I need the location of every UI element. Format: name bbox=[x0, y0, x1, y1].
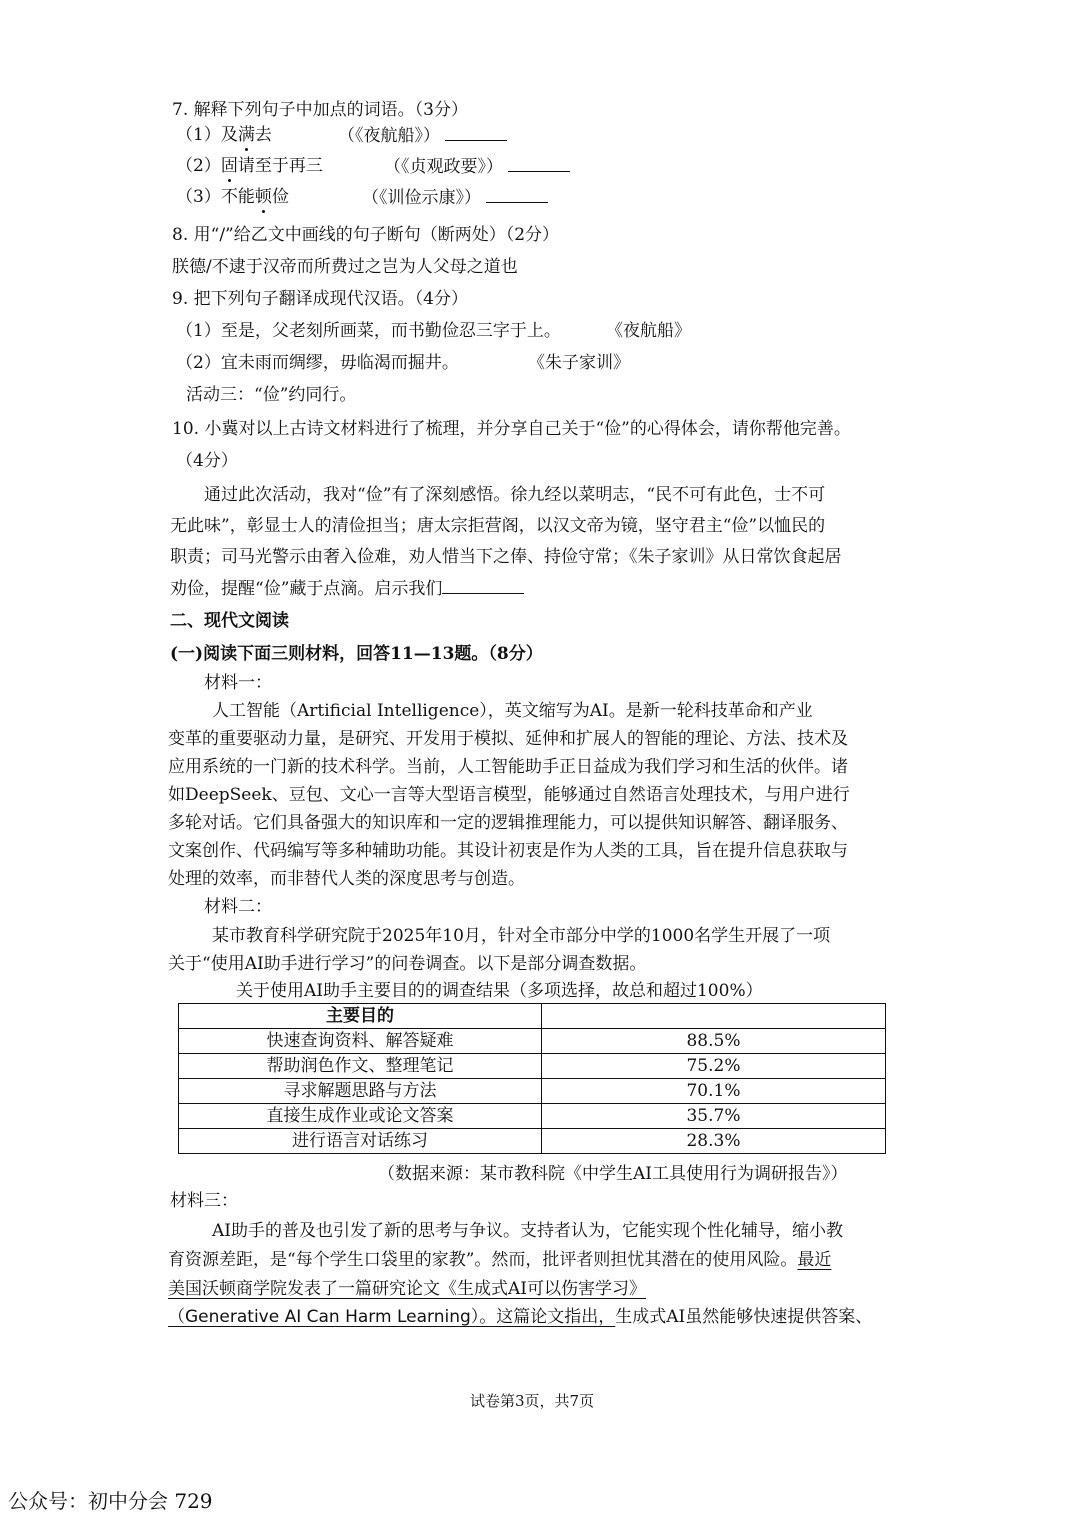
q9-source-2: 《朱子家训》 bbox=[528, 353, 630, 373]
activity-3-title: 活动三：“俭”约同行。 bbox=[186, 385, 357, 405]
watermark-text: 公众号：初中分会 729 bbox=[8, 1489, 213, 1513]
q9-source-1: 《夜航船》 bbox=[606, 321, 691, 341]
table-header-cell: 主要目的 bbox=[179, 1004, 542, 1029]
q8-sentence: 朕德/不逮于汉帝而所费过之岂为人父母之道也 bbox=[172, 257, 518, 277]
answer-blank[interactable] bbox=[442, 577, 524, 594]
table-row bbox=[179, 1079, 886, 1104]
survey-table bbox=[178, 1003, 886, 1154]
table-cell-pct: 75.2% bbox=[542, 1054, 886, 1079]
table-cell-purpose: 帮助润色作文、整理笔记 bbox=[179, 1054, 542, 1079]
table-cell-purpose: 进行语言对话练习 bbox=[179, 1129, 542, 1154]
q7-item-3: （3）不能顿俭 bbox=[176, 187, 289, 207]
material2-line: 某市教育科学研究院于2025年10月，针对全市部分中学的1000名学生开展了一项 bbox=[212, 926, 831, 946]
material2-line: 关于“使用AI助手进行学习”的问卷调查。以下是部分调查数据。 bbox=[168, 954, 647, 974]
table-cell-pct: 70.1% bbox=[542, 1079, 886, 1104]
q7-item-1: （1）及满去 bbox=[176, 125, 272, 145]
table-header-row bbox=[179, 1004, 886, 1029]
table-cell-purpose: 直接生成作业或论文答案 bbox=[179, 1104, 542, 1129]
page-footer: 试卷第3页，共7页 bbox=[470, 1392, 595, 1410]
answer-blank[interactable] bbox=[508, 155, 570, 172]
material1-line: 处理的效率，而非替代人类的深度思考与创造。 bbox=[168, 869, 525, 889]
table-cell-pct: 28.3% bbox=[542, 1129, 886, 1154]
q7-source-3: （《训俭示康》） bbox=[362, 186, 548, 209]
table-cell-pct: 88.5% bbox=[542, 1029, 886, 1054]
q9-item-1: （1）至是，父老刻所画菜，而书勤俭忍三字于上。 bbox=[176, 321, 561, 341]
q10-para-line: 通过此次活动，我对“俭”有了深刻感悟。徐九经以菜明志，“民不可有此色，士不可 bbox=[204, 485, 826, 505]
q10-stem: 10. 小冀对以上古诗文材料进行了梳理，并分享自己关于“俭”的心得体会，请你帮他完善。 bbox=[172, 419, 851, 439]
q9-item-2: （2）宜未雨而绸缪，毋临渴而掘井。 bbox=[176, 353, 459, 373]
dotted-char: 顿 bbox=[254, 187, 272, 207]
q7-item-2: （2）固请至于再三 bbox=[176, 156, 323, 176]
q10-para-line: 职责；司马光警示由奢入俭难，劝人惜当下之俸、持俭守常；《朱子家训》从日常饮食起居 bbox=[170, 547, 842, 567]
q9-stem: 9. 把下列句子翻译成现代汉语。（4分） bbox=[172, 289, 468, 309]
table-title: 关于使用AI助手主要目的的调查结果（多项选择，故总和超过100%） bbox=[236, 981, 763, 1001]
material3-label: 材料三： bbox=[170, 1191, 238, 1211]
q10-para-line: 无此味”，彰显士人的清俭担当；唐太宗拒营阁，以汉文帝为镜，坚守君主“俭”以恤民的 bbox=[170, 516, 826, 536]
table-cell-purpose: 寻求解题思路与方法 bbox=[179, 1079, 542, 1104]
table-row bbox=[179, 1104, 886, 1129]
table-cell-purpose: 快速查询资料、解答疑难 bbox=[179, 1029, 542, 1054]
table-header-cell bbox=[542, 1004, 886, 1029]
material3-underlined-line: 美国沃顿商学院发表了一篇研究论文《生成式AI可以伤害学习》 bbox=[168, 1279, 646, 1299]
material1-line: 文案创作、代码编写等多种辅助功能。其设计初衷是作为人类的工具，旨在提升信息获取与 bbox=[168, 841, 848, 861]
material2-label: 材料二： bbox=[204, 897, 272, 917]
q7-stem: 7. 解释下列句子中加点的词语。（3分） bbox=[172, 100, 468, 120]
material1-line: 应用系统的一门新的技术科学。当前，人工智能助手正日益成为我们学习和生活的伙伴。诸 bbox=[168, 757, 848, 777]
part-title: (一)阅读下面三则材料，回答11—13题。（8分） bbox=[170, 644, 543, 664]
table-row bbox=[179, 1029, 886, 1054]
material1-line: 如DeepSeek、豆包、文心一言等大型语言模型，能够通过自然语言处理技术，与用户进行 bbox=[168, 785, 850, 805]
answer-blank[interactable] bbox=[486, 186, 548, 203]
material3-line: 育资源差距，是“每个学生口袋里的家教”。然而，批评者则担忧其潜在的使用风险。最近 bbox=[168, 1250, 832, 1270]
dotted-char: 固 bbox=[220, 156, 238, 176]
q7-source-1: （《夜航船》） bbox=[338, 124, 507, 147]
material1-label: 材料一： bbox=[204, 673, 272, 693]
q10-score: （4分） bbox=[176, 451, 238, 471]
q7-item-num: （1） bbox=[176, 125, 221, 145]
q10-para-line: 劝俭，提醒“俭”藏于点滴。启示我们 bbox=[170, 577, 524, 600]
material3-line: AI助手的普及也引发了新的思考与争议。支持者认为，它能实现个性化辅导，缩小教 bbox=[212, 1221, 843, 1241]
material1-line: 多轮对话。它们具备强大的知识库和一定的逻辑推理能力，可以提供知识解答、翻译服务、 bbox=[168, 813, 848, 833]
underlined-text: （Generative AI Can Harm Learning）。这篇论文指出， bbox=[168, 1307, 616, 1327]
dotted-char: 满 bbox=[237, 125, 255, 145]
table-row bbox=[179, 1129, 886, 1154]
table-cell-pct: 35.7% bbox=[542, 1104, 886, 1129]
material1-line: 人工智能（Artificial Intelligence），英文缩写为AI。是新一轮科技革命和产业 bbox=[212, 701, 813, 721]
section-title: 二、现代文阅读 bbox=[170, 611, 289, 631]
q8-stem: 8. 用“/”给乙文中画线的句子断句（断两处）（2分） bbox=[172, 225, 560, 245]
material3-line: （Generative AI Can Harm Learning）。这篇论文指出，生成式AI虽然能够快速提供答案、 bbox=[168, 1307, 873, 1327]
underlined-text: 最近 bbox=[797, 1250, 832, 1270]
material1-line: 变革的重要驱动力量，是研究、开发用于模拟、延伸和扩展人的智能的理论、方法、技术及 bbox=[168, 729, 848, 749]
answer-blank[interactable] bbox=[445, 124, 507, 141]
q7-source-2: （《贞观政要》） bbox=[384, 155, 570, 178]
data-source-note: （数据来源：某市教科院《中学生AI工具使用行为调研报告》） bbox=[378, 1164, 848, 1184]
table-row bbox=[179, 1054, 886, 1079]
